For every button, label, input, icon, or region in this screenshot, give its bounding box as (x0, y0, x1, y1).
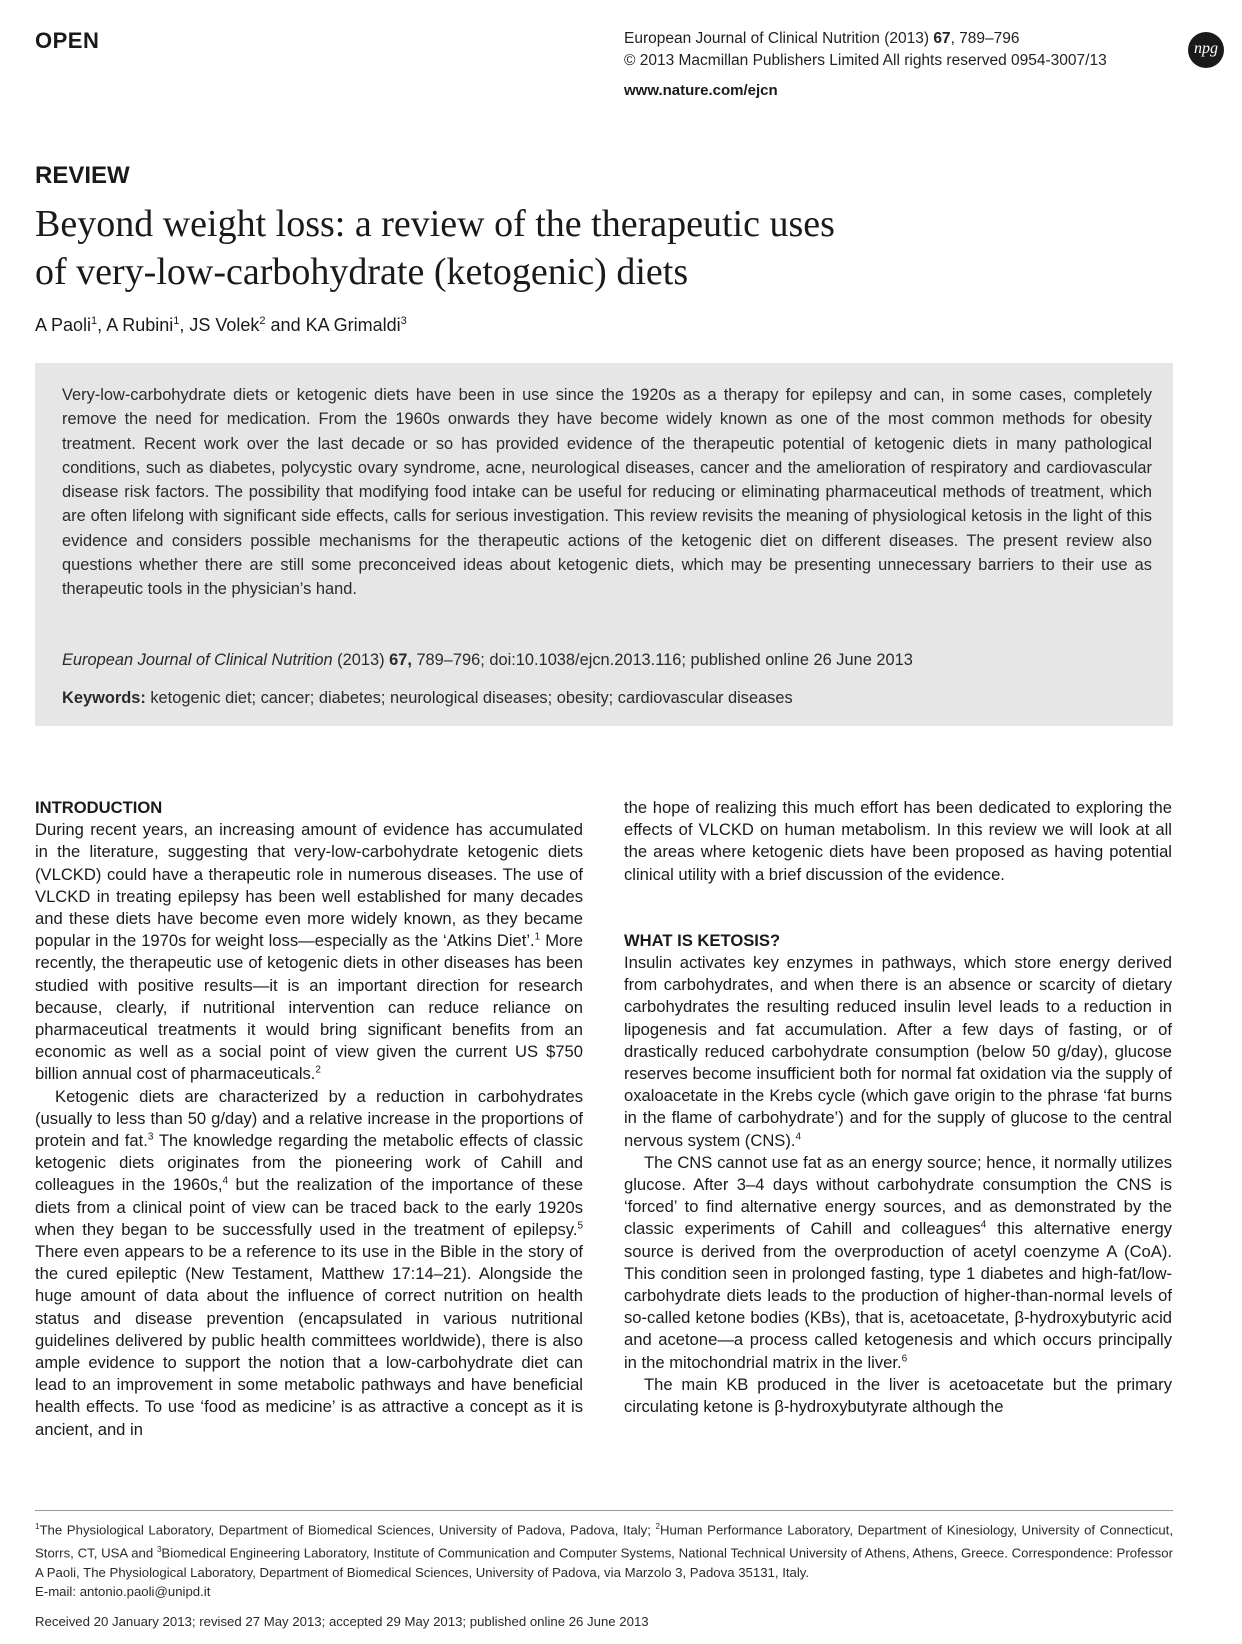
reference-marker[interactable]: 1 (534, 931, 541, 943)
section-spacer (624, 886, 1172, 930)
intro-paragraph-1: During recent years, an increasing amount of evidence has accumulated in the literature, suggesting that very-low-carbohydrate ketogenic diets (VLCKD) could have a therapeutic role in numerous diseases. The use of VLCKD in treating epilepsy has been well established for many decades and these diets have become even more widely known, as they became popular in the 1970s for weight loss—especially as the ‘Atkins Diet’.$^1$ More recently, the therapeutic use of ketogenic diets in other diseases has been studied with positive results—it is an important direction for research because, clearly, if nutritional intervention can reduce reliance on pharmaceutical treatments it would bring significant benefits from an economic as well as a social point of view given the current US $750 billion annual cost of pharmaceuticals.$^2$ (35, 820, 583, 1084)
intro-paragraph-2: Ketogenic diets are characterized by a reduction in carbohydrates (usually to less than 50 g/day) and a relative increase in the proportions of protein and fat.$^3$ The knowledge regarding the metabolic effects of classic ketogenic diets originates from the pioneering work of Cahill and colleagues in the 1960s,$^4$ but the realization of the importance of these diets from a clinical point of view can be traced back to the early 1920s when they began to be successfully used in the treatment of epilepsy.$^5$ There even appears to be a reference to its use in the Bible in the story of the cured epileptic (New Testament, Matthew 17:14–21). Alongside the huge amount of data about the influence of correct nutrition on health status and disease prevention (encapsulated in various nutritional guidelines delivered by public health committees worldwide), there is also ample evidence to support the notion that a low-carbohydrate diet can lead to an improvement in some metabolic pathways and have beneficial health effects. To use ‘food as medicine’ is as attractive a concept as it is ancient, and in (35, 1086, 583, 1439)
body-right-column (624, 797, 1172, 1418)
intro-paragraph-continued: the hope of realizing this much effort has been dedicated to exploring the effects of VLCKD on human metabolism. In this review we will look at all the areas where ketogenic diets have been proposed as having potential clinical utility with a brief discussion of the evidence. (624, 798, 1172, 884)
article-title (35, 200, 1185, 296)
author: A Rubini$^1$, (106, 315, 190, 335)
body-left-column (35, 797, 583, 1441)
copyright-line: © 2013 Macmillan Publishers Limited All rights reserved 0954-3007/13 (624, 52, 1107, 69)
affiliations-footnote (35, 1517, 1173, 1601)
reference-marker[interactable]: 2 (315, 1064, 321, 1076)
citation-year: (2013) (332, 651, 390, 669)
ketosis-paragraph-2: The CNS cannot use fat as an energy source; hence, it normally utilizes glucose. After 3–4 days without carbohydrate consumption the CNS is ‘forced’ to find alternative energy sources, and as demonstrated by the classic experiments of Cahill and colleagues$^4$ this alternative energy source is derived from the overproduction of acetyl coenzyme A (CoA). This condition seen in prolonged fasting, type 1 diabetes and high-fat/low-carbohydrate diets leads to the production of higher-than-normal levels of so-called ketone bodies (KBs), that is, acetoacetate, β-hydroxybutyric acid and acetone—a process called ketogenesis and which occurs principally in the mitochondrial matrix in the liver.$^6$ (624, 1152, 1173, 1372)
journal-pages: , 789–796 (950, 30, 1020, 47)
reference-marker[interactable]: 4 (980, 1219, 987, 1231)
author: A Paoli$^1$, (35, 315, 107, 335)
citation-journal: European Journal of Clinical Nutrition (62, 651, 333, 669)
title-line-2: of very-low-carbohydrate (ketogenic) diets (35, 251, 689, 293)
journal-volume: 67 (933, 30, 951, 47)
keywords-label: Keywords: (62, 689, 146, 707)
reference-marker[interactable]: 4 (795, 1131, 802, 1143)
ketosis-paragraph-3: The main KB produced in the liver is acetoacetate but the primary circulating ketone is β-hydroxybutyrate although the (624, 1374, 1172, 1417)
affiliations-text: $^1$The Physiological Laboratory, Department of Biomedical Sciences, University of Padova, Padova, Italy; $^2$Human Performance Laboratory, Department of Kinesiology, University of Connecticut, Storrs, CT, USA and $^3$Biomedical Engineering Laboratory, Institute of Communication and Computer Systems, National Technical University of Athens, Athens, Greece. Correspondence: Professor A Paoli, The Physiological Laboratory, Department of Biomedical Sciences, University of Padova, via Marzolo 3, Padova 35131, Italy. (35, 1522, 1174, 1580)
author: JS Volek$^2$ and (189, 315, 306, 335)
reference-marker[interactable]: 4 (222, 1175, 229, 1187)
keywords (62, 689, 793, 708)
author: KA Grimaldi$^3$ (305, 315, 407, 335)
journal-info (624, 28, 1107, 72)
footnote-divider (35, 1510, 1173, 1511)
section-heading-ketosis: WHAT IS KETOSIS? (624, 930, 781, 950)
correspondence-email[interactable]: E-mail: antonio.paoli@unipd.it (35, 1584, 211, 1599)
citation-details: 789–796; doi:10.1038/ejcn.2013.116; published online 26 June 2013 (411, 651, 913, 669)
title-line-1: Beyond weight loss: a review of the therapeutic uses (35, 203, 835, 245)
article-type: REVIEW (35, 162, 130, 189)
section-heading-introduction: INTRODUCTION (35, 798, 163, 817)
publisher-logo: npg (1188, 32, 1224, 68)
reference-marker[interactable]: 5 (577, 1220, 583, 1232)
abstract-text: Very-low-carbohydrate diets or ketogenic diets have been in use since the 1920s as a therapy for epilepsy and can, in some cases, completely remove the need for medication. From the 1960s onwards they have become widely known as one of the most common methods for obesity treatment. Recent work over the last decade or so has provided evidence of the therapeutic potential of ketogenic diets in many pathological conditions, such as diabetes, polycystic ovary syndrome, acne, neurological diseases, cancer and the amelioration of respiratory and cardiovascular disease risk factors. The possibility that modifying food intake can be useful for reducing or eliminating pharmaceutical methods of treatment, which are often lifelong with significant side effects, calls for serious investigation. This review revisits the meaning of physiological ketosis in the light of this evidence and considers possible mechanisms for the therapeutic actions of the ketogenic diet on different diseases. The present review also questions whether there are still some preconceived ideas about ketogenic diets, which may be presenting unnecessary barriers to their use as therapeutic tools in the physician’s hand. (62, 386, 1152, 599)
received-dates: Received 20 January 2013; revised 27 May 2013; accepted 29 May 2013; published online 26 June 2013 (35, 1614, 649, 1629)
journal-url[interactable]: www.nature.com/ejcn (624, 82, 778, 99)
reference-marker[interactable]: 3 (147, 1131, 154, 1143)
abstract-box (35, 363, 1173, 726)
citation-volume: 67, (389, 651, 412, 669)
open-access-label: OPEN (35, 28, 100, 53)
ketosis-paragraph-1: Insulin activates key enzymes in pathways, which store energy derived from carbohydrates, and when there is an absence or scarcity of dietary carbohydrates the resulting reduced insulin level leads to a reduction in lipogenesis and fat accumulation. After a few days of fasting, or of drastically reduced carbohydrate consumption (below 50 g/day), glucose reserves become insufficient both for normal fat oxidation via the supply of oxaloacetate in the Krebs cycle (which gave origin to the phrase ‘fat burns in the flame of carbohydrate’) and for the supply of glucose to the central nervous system (CNS).$^4$ (624, 953, 1172, 1150)
journal-citation-line (624, 28, 1107, 50)
author-list (35, 315, 407, 336)
journal-name: European Journal of Clinical Nutrition (2013) (624, 30, 934, 47)
article-citation (62, 651, 913, 670)
reference-marker[interactable]: 6 (901, 1353, 908, 1365)
keywords-list: ketogenic diet; cancer; diabetes; neurological diseases; obesity; cardiovascular diseases (150, 689, 793, 707)
